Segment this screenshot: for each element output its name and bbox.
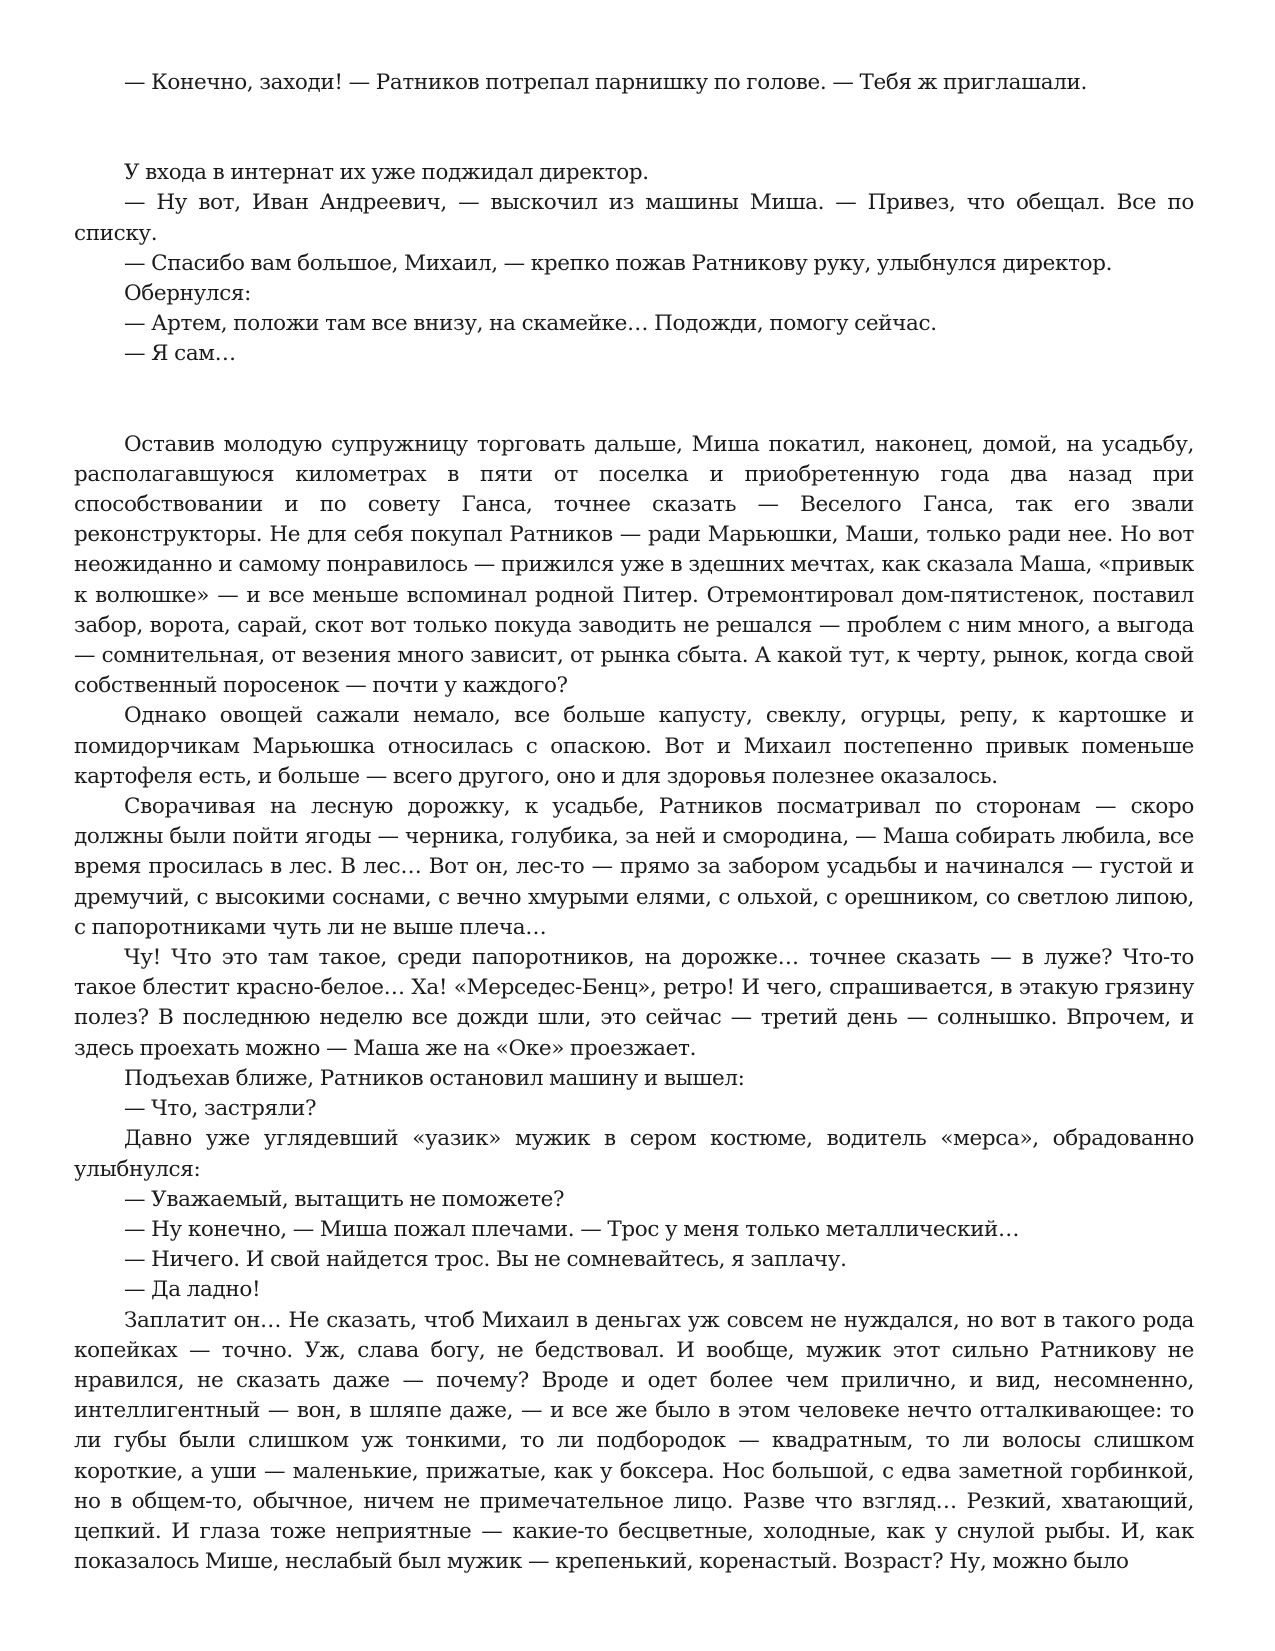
scene-break bbox=[74, 370, 1194, 430]
paragraph: У входа в интернат их уже поджидал директор. bbox=[124, 160, 649, 186]
paragraph: — Я сам… bbox=[124, 341, 236, 367]
paragraph: — Конечно, заходи! — Ратников потрепал парнишку по голове. — Тебя ж приглашали. bbox=[124, 70, 1087, 95]
paragraph: Давно уже углядевший «уазик» мужик в сером костюме, водитель «мерса», обрадованно улыбнулся: bbox=[74, 1126, 1194, 1182]
paragraph: Оставив молодую супружницу торговать дальше, Миша покатил, наконец, домой, на усадьбу, располагавшуюся километрах в пяти от поселка и приобретенную года два назад при способствовании и по совету Ганса, точнее сказать — Веселого Ганса, так его звали реконструкторы. Не для себя покупал Ратников — ради Марьюшки, Маши, только ради нее. Но вот неожиданно и самому понравилось — прижился уже в здешних мечтах, как сказала Маша, «привык к волюшке» — и все меньше вспоминал родной Питер. Отремонтировал дом-пятистенок, поставил забор, ворота, сарай, скот вот только покуда заводить не решался — проблем с ним много, а выгода — сомнительная, от везения много зависит, от рынка сбыта. А какой тут, к черту, рынок, когда свой собственный поросенок — почти у каждого? bbox=[74, 431, 1194, 699]
section-3 bbox=[74, 430, 1194, 1578]
paragraph: — Спасибо вам большое, Михаил, — крепко пожав Ратникову руку, улыбнулся директор. bbox=[124, 250, 1113, 276]
paragraph: — Ну вот, Иван Андреевич, — выскочил из машины Миша. — Привез, что обещал. Все по списку. bbox=[74, 190, 1194, 246]
paragraph: — Что, застряли? bbox=[124, 1096, 317, 1122]
paragraph: — Ничего. И свой найдется трос. Вы не сомневайтесь, я заплачу. bbox=[124, 1247, 847, 1273]
paragraph: — Артем, положи там все внизу, на скамейке… Подожди, помогу сейчас. bbox=[124, 311, 937, 337]
paragraph: Подъехав ближе, Ратников остановил машину и вышел: bbox=[124, 1065, 745, 1091]
paragraph: Заплатит он… Не сказать, чтоб Михаил в деньгах уж совсем не нуждался, но вот в такого рода копейках — точно. Уж, слава богу, не бедствовал. И вообще, мужик этот сильно Ратникову не нравился, не сказать даже — почему? Вроде и одет более чем прилично, и вид, несомненно, интеллигентный — вон, в шляпе даже, — и все же было в этом человеке нечто отталкивающее: то ли губы были слишком уж тонкими, то ли подбородок — квадратным, то ли волосы слишком короткие, а уши — маленькие, прижатые, как у боксера. Нос большой, с едва заметной горбинкой, но в общем-то, обычное, ничем не примечательное лицо. Разве что взгляд… Резкий, хватающий, цепкий. И глаза тоже неприятные — какие-то бесцветные, холодные, как у снулой рыбы. И, как показалось Мише, неслабый был мужик — крепенький, коренастый. Возраст? Ну, можно было bbox=[74, 1307, 1194, 1575]
paragraph: — Да ладно! bbox=[124, 1277, 261, 1303]
paragraph: — Ну конечно, — Миша пожал плечами. — Трос у меня только металлический… bbox=[124, 1216, 1020, 1242]
section-1 bbox=[74, 68, 1194, 98]
scene-break bbox=[74, 98, 1194, 158]
section-2 bbox=[74, 158, 1194, 369]
book-page bbox=[74, 68, 1194, 1577]
paragraph: Однако овощей сажали немало, все больше капусту, свеклу, огурцы, репу, к картошке и помидорчикам Марьюшка относилась с опаскою. Вот и Михаил постепенно привык поменьше картофеля есть, и больше — всего другого, оно и для здоровья полезнее оказалось. bbox=[74, 703, 1194, 789]
paragraph: Обернулся: bbox=[124, 281, 252, 307]
paragraph: Сворачивая на лесную дорожку, к усадьбе, Ратников посматривал по сторонам — скоро должны были пойти ягоды — черника, голубика, за ней и смородина, — Маша собирать любила, все время просилась в лес. В лес… Вот он, лес-то — прямо за забором усадьбы и начинался — густой и дремучий, с высокими соснами, с вечно хмурыми елями, с ольхой, с орешником, со светлою липою, с папоротниками чуть ли не выше плеча… bbox=[74, 794, 1194, 940]
paragraph: — Уважаемый, вытащить не поможете? bbox=[124, 1186, 565, 1212]
paragraph: Чу! Что это там такое, среди папоротников, на дорожке… точнее сказать — в луже? Что-то такое блестит красно-белое… Ха! «Мерседес-Бенц», ретро! И чего, спрашивается, в этакую грязину полез? В последнюю неделю все дожди шли, это сейчас — третий день — солнышко. Впрочем, и здесь проехать можно — Маша же на «Оке» проезжает. bbox=[74, 945, 1194, 1061]
